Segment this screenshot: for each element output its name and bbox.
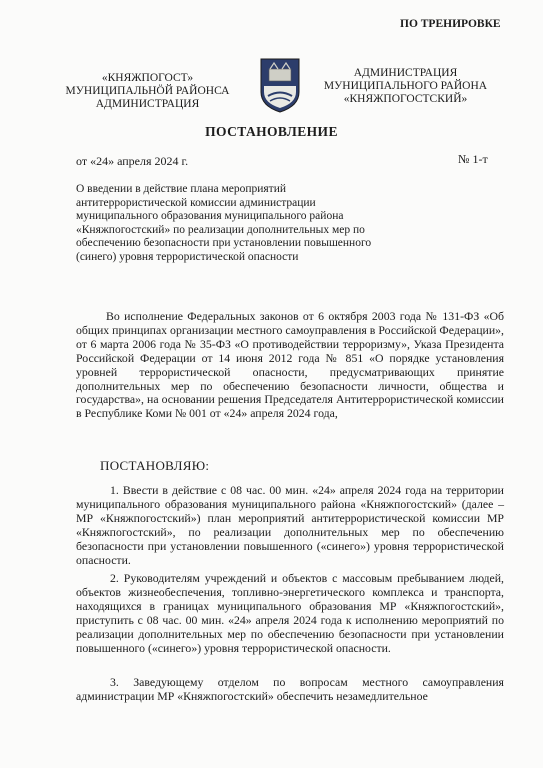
header-left-block	[60, 72, 235, 111]
preamble-paragraph: Во исполнение Федеральных законов от 6 октября 2003 года № 131-ФЗ «Об общих принципах организации местного самоуправления в Российской Федерации», от 6 марта 2006 года № 35-ФЗ «О противодействии терроризму», Указа Президента Российской Федерации от 14 июня 2012 года № 851 «О порядке установления уровней террористической опасности, предусматривающих принятие дополнительных мер по обеспечению безопасности личности, общества и государства», на основании решения Председателя Антитеррористической комиссии в Республике Коми № 001 от «24» апреля 2024 года,	[76, 309, 504, 421]
decree-item: 2. Руководителям учреждений и объектов с массовым пребыванием людей, объектов жизнеобеспечения, топливно-энергетического комплекса и транспорта, находящихся в границах муниципального образования МР «Княжпогостский», приступить с 08 час. 00 мин. «24» апреля 2024 года к исполнению мероприятий по реализации дополнительных мер по обеспечению безопасности при установлении повышенного («синего») уровня террористической опасности.	[76, 571, 504, 655]
decree-item: 3. Заведующему отделом по вопросам местного самоуправления администрации МР «Княжпогостский» обеспечить незамедлительное	[76, 675, 504, 703]
document-number: № 1-т	[458, 152, 488, 166]
document-date: от «24» апреля 2024 г.	[76, 154, 189, 168]
document-subject: О введении в действие плана мероприятий антитеррористической комиссии администрации муниципального образования муниципального района «Княжпогостский» по реализации дополнительных мер по обеспечению безопасности при установлении повышенного (синего) уровня террористической опасности	[76, 183, 372, 263]
document-title: ПОСТАНОВЛЕНИЕ	[205, 124, 338, 139]
training-stamp: ПО ТРЕНИРОВКЕ	[400, 18, 501, 30]
header-right-line: «КНЯЖПОГОСТСКИЙ»	[343, 93, 468, 105]
header-right-line: АДМИНИСТРАЦИЯ	[353, 67, 458, 79]
header-right-block	[318, 67, 493, 106]
header-left-line: МУНИЦИПАЛЬНÖЙ РАЙОНСА	[65, 85, 230, 97]
decree-heading: ПОСТАНОВЛЯЮ:	[100, 458, 210, 473]
header-left-line: «КНЯЖПОГОСТ»	[101, 72, 194, 84]
header-left-line: АДМИНИСТРАЦИЯ	[95, 98, 200, 110]
decree-item: 1. Ввести в действие с 08 час. 00 мин. «24» апреля 2024 года на территории муниципального образования муниципального района «Княжпогостский» (далее – МР «Княжпогостский») план мероприятий антитеррористической комиссии МР «Княжпогостский», по реализации дополнительных мер по обеспечению безопасности при установлении повышенного («синего») уровня террористической опасности.	[76, 483, 504, 567]
coat-of-arms-icon	[258, 56, 302, 114]
header-right-line: МУНИЦИПАЛЬНОГО РАЙОНА	[323, 80, 488, 92]
